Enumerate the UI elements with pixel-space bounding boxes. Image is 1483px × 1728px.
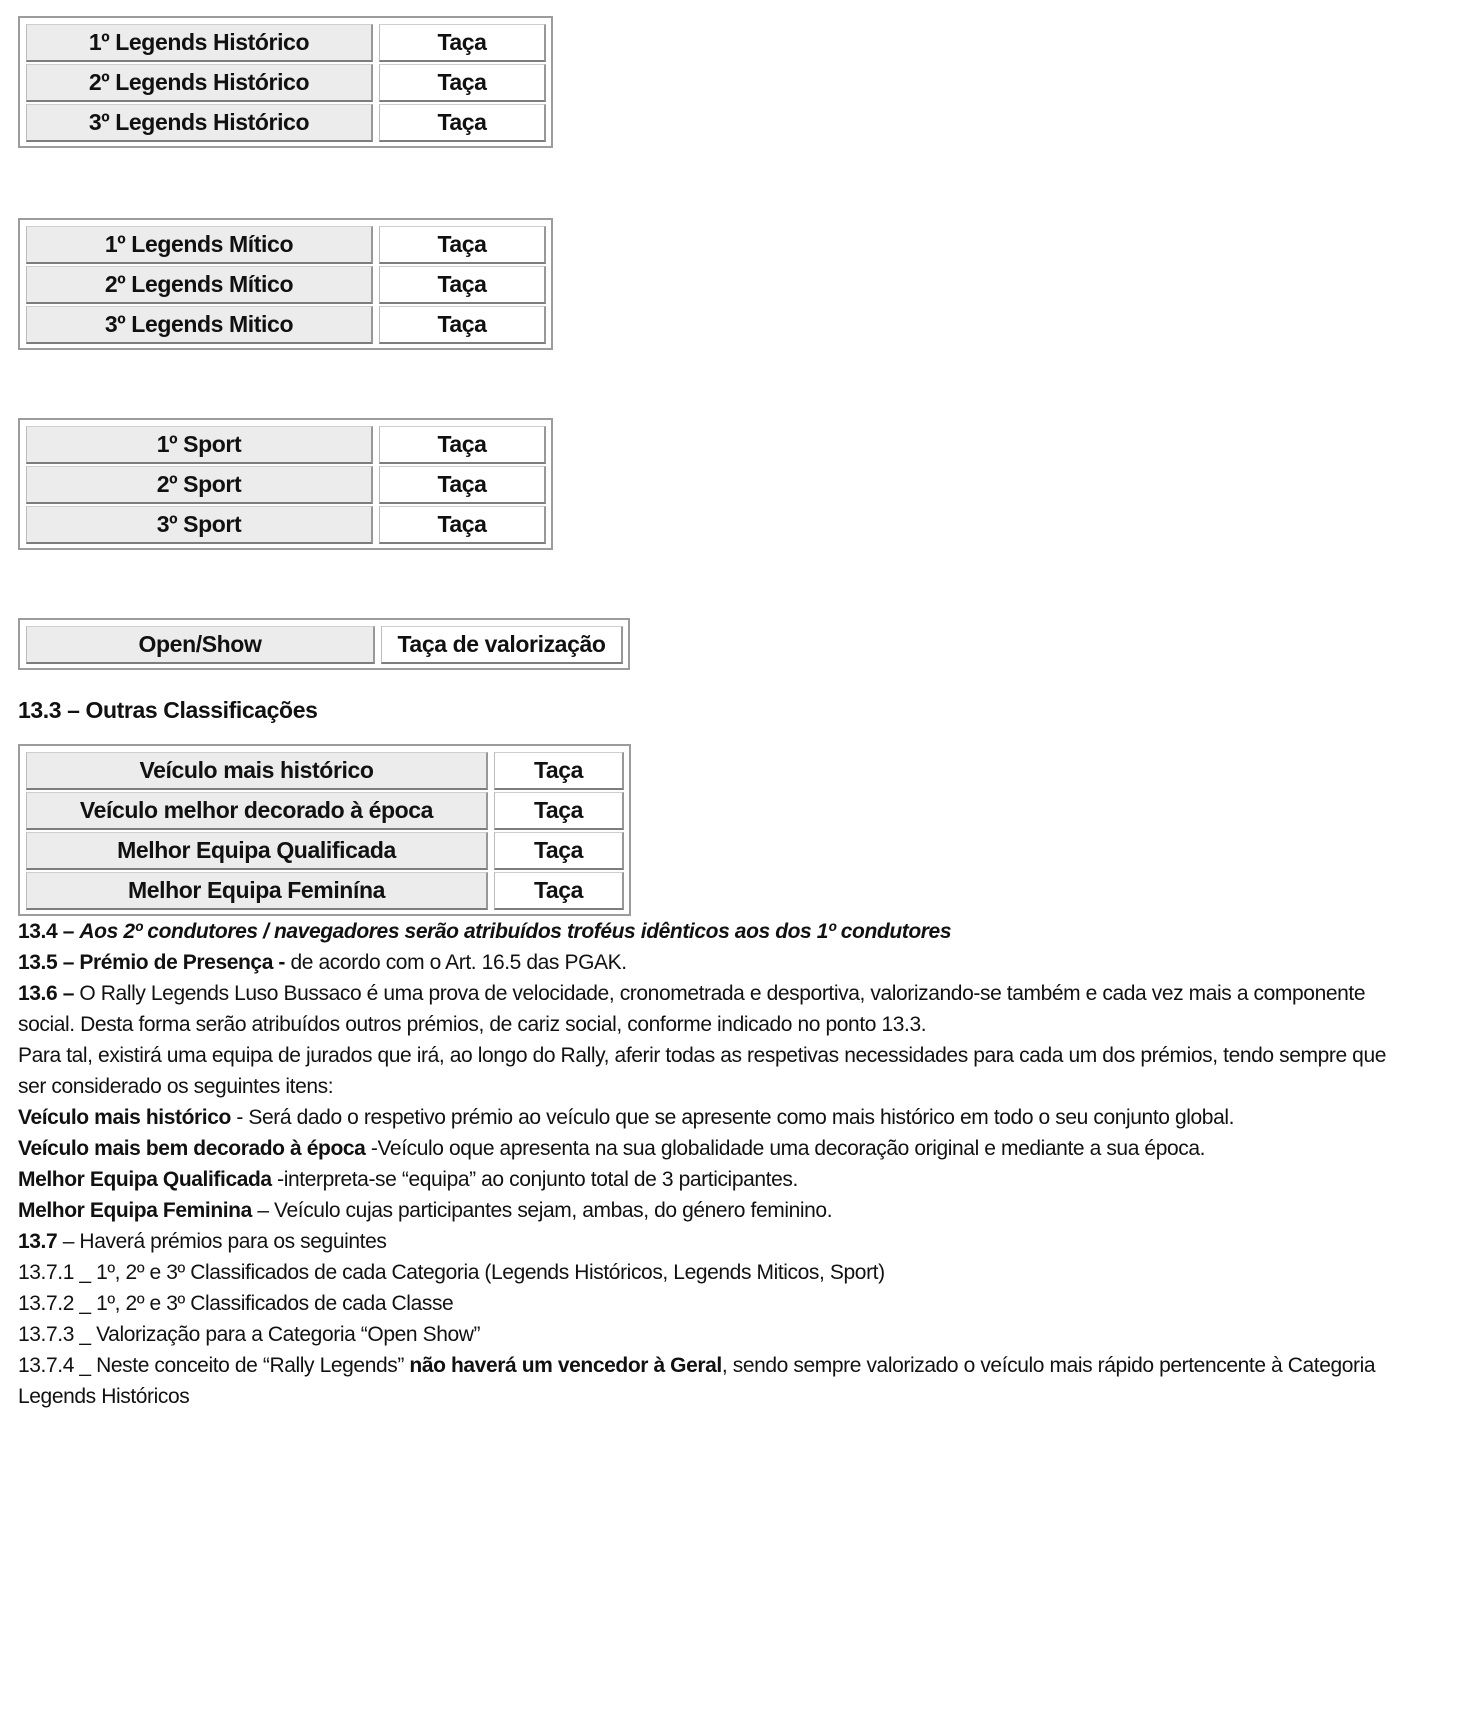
prize-cell: Taça [379,426,546,464]
table-row [26,752,624,790]
paragraph-text: , sendo sempre valorizado o veículo mais rápido pertencente à Categoria Legends Históricos [18,1354,1376,1408]
paragraph-text: de acordo com o Art. 16.5 das PGAK. [290,951,627,974]
prize-cell: Taça [379,306,546,344]
prize-cell: Taça [379,266,546,304]
paragraph-text: 13.7.3 _ Valorização para a Categoria “Open Show” [18,1323,481,1346]
paragraph-para-tal [18,1040,1469,1102]
table-row [26,872,624,910]
definition-text: - Será dado o respetivo prémio ao veículo que se apresente como mais histórico em todo o seu conjunto global. [230,1106,1235,1129]
prize-cell: Taça [379,226,546,264]
prize-table-outras-classificacoes [18,744,631,916]
prize-cell: Taça [379,104,546,142]
category-cell: Melhor Equipa Feminína [26,872,488,910]
prize-cell: Taça [379,24,546,62]
table-row [26,466,546,504]
paragraph-text: Aos 2º condutores / navegadores serão atribuídos troféus idênticos aos dos 1º condutores [79,920,952,943]
prize-cell: Taça [379,506,546,544]
category-cell: Veículo mais histórico [26,752,488,790]
paragraph-13-4 [18,916,1469,947]
definition-veiculo-decorado [18,1133,1469,1164]
table-row [26,506,546,544]
definition-text: -Veículo oque apresenta na sua globalidade uma decoração original e mediante a sua época. [365,1137,1206,1160]
paragraph-13-7 [18,1226,1469,1257]
section-heading-13-3: 13.3 – Outras Classificações [18,697,318,723]
prize-cell: Taça [494,752,624,790]
prize-table-legends-historico [18,16,553,148]
category-cell: 1º Legends Mítico [26,226,373,264]
table-row [26,64,546,102]
category-cell: 2º Sport [26,466,373,504]
definition-text: – Veículo cujas participantes sejam, ambas, do género feminino. [251,1199,833,1222]
category-cell: 3º Legends Mitico [26,306,373,344]
category-cell: 2º Legends Histórico [26,64,373,102]
table-row [26,792,624,830]
definition-veiculo-mais-historico [18,1102,1469,1133]
table-row [26,104,546,142]
definition-melhor-equipa-qualificada [18,1164,1469,1195]
paragraph-13-7-3 [18,1319,1469,1350]
paragraph-13-5 [18,947,1469,978]
category-cell: 1º Legends Histórico [26,24,373,62]
category-cell: 2º Legends Mítico [26,266,373,304]
definition-text: -interpreta-se “equipa” ao conjunto total de 3 participantes. [271,1168,798,1191]
paragraph-text: – Haverá prémios para os seguintes [57,1230,387,1253]
section-lead: 13.5 – Prémio de Presença - [18,951,291,974]
prize-table-legends-mitico [18,218,553,350]
table-row [26,426,546,464]
table-row [26,306,546,344]
paragraph-text: 13.7.1 _ 1º, 2º e 3º Classificados de cada Categoria (Legends Históricos, Legends Miticos, Sport) [18,1261,885,1284]
prize-table-open-show [18,618,630,670]
prize-cell: Taça [494,792,624,830]
table-row [26,626,623,664]
paragraph-text: 13.7.2 _ 1º, 2º e 3º Classificados de cada Classe [18,1292,454,1315]
table-row [26,226,546,264]
paragraph-text: O Rally Legends Luso Bussaco é uma prova de velocidade, cronometrada e desportiva, valorizando-se também e cada vez mais a componente social. Desta forma serão atribuídos outros prémios, de cariz social, conforme indicado no ponto 13.3. [18,982,1366,1036]
prize-cell: Taça [494,832,624,870]
section-number: 13.4 – [18,920,80,943]
paragraph-text: 13.7.4 _ Neste conceito de “Rally Legends” [18,1354,410,1377]
definition-term: Melhor Equipa Qualificada [18,1168,272,1191]
prize-cell: Taça [379,64,546,102]
prize-cell: Taça [379,466,546,504]
definition-melhor-equipa-feminina [18,1195,1469,1226]
category-cell: Open/Show [26,626,375,664]
table-row [26,266,546,304]
paragraph-13-6 [18,978,1469,1040]
definition-term: Veículo mais histórico [18,1106,231,1129]
emphasized-text: não haverá um vencedor à Geral [409,1354,722,1377]
definition-term: Melhor Equipa Feminina [18,1199,252,1222]
paragraph-13-7-1 [18,1257,1469,1288]
category-cell: 3º Sport [26,506,373,544]
category-cell: 1º Sport [26,426,373,464]
paragraph-13-7-4 [18,1350,1469,1412]
paragraph-13-7-2 [18,1288,1469,1319]
category-cell: Veículo melhor decorado à época [26,792,488,830]
category-cell: 3º Legends Histórico [26,104,373,142]
prize-cell: Taça [494,872,624,910]
prize-cell: Taça de valorização [381,626,623,664]
table-row [26,24,546,62]
definition-term: Veículo mais bem decorado à época [18,1137,366,1160]
section-number: 13.7 [18,1230,58,1253]
paragraph-text: Para tal, existirá uma equipa de jurados que irá, ao longo do Rally, aferir todas as respetivas necessidades para cada um dos prémios, tendo sempre que ser considerado os seguintes itens: [18,1044,1387,1098]
section-number: 13.6 – [18,982,80,1005]
category-cell: Melhor Equipa Qualificada [26,832,488,870]
table-row [26,832,624,870]
prize-table-sport [18,418,553,550]
